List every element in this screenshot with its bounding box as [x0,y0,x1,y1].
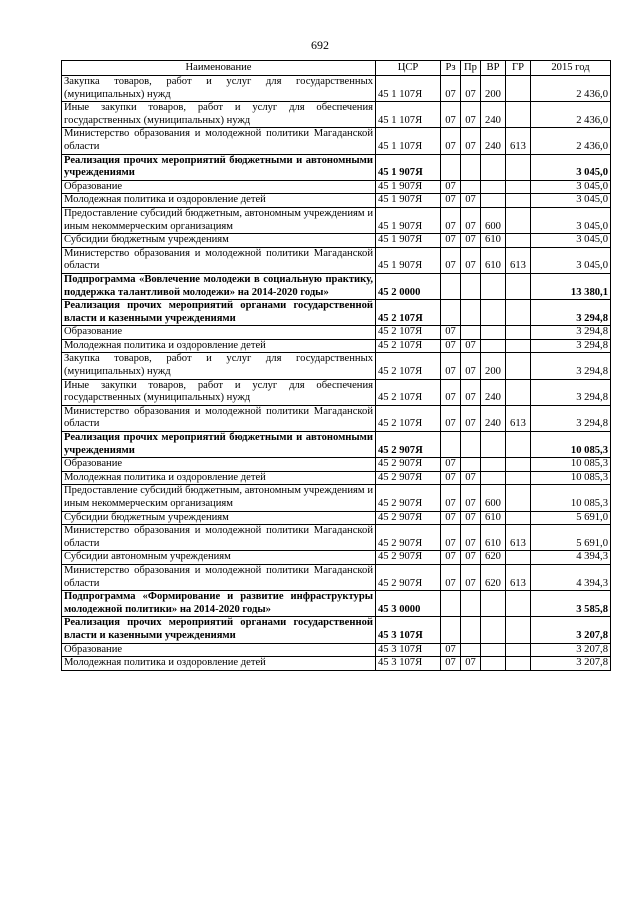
cell-rz [441,432,461,458]
cell-csr: 45 2 0000 [376,273,441,299]
cell-pr [461,643,481,657]
cell-csr: 45 1 907Я [376,154,441,180]
cell-pr [461,154,481,180]
cell-vr [481,339,506,353]
cell-rz: 07 [441,180,461,194]
table-row [62,643,611,657]
cell-vr: 610 [481,525,506,551]
cell-rz [441,300,461,326]
cell-amount: 3 294,8 [531,326,611,340]
cell-rz: 07 [441,102,461,128]
cell-vr: 240 [481,405,506,431]
cell-gr [506,471,531,485]
cell-pr [461,617,481,643]
cell-rz: 07 [441,247,461,273]
cell-vr: 620 [481,551,506,565]
table-row [62,591,611,617]
cell-rz [441,154,461,180]
cell-rz: 07 [441,405,461,431]
cell-vr: 600 [481,207,506,233]
table-row [62,180,611,194]
cell-amount: 2 436,0 [531,128,611,154]
cell-name: Подпрограмма «Вовлечение молодежи в социальную практику, поддержка талантливой молодежи» на 2014-2020 годы» [62,273,376,299]
cell-amount: 3 585,8 [531,591,611,617]
cell-amount: 10 085,3 [531,458,611,472]
cell-amount: 3 294,8 [531,300,611,326]
cell-csr: 45 2 907Я [376,564,441,590]
cell-gr [506,102,531,128]
cell-amount: 3 294,8 [531,379,611,405]
cell-vr: 240 [481,102,506,128]
cell-gr [506,194,531,208]
cell-name: Образование [62,180,376,194]
cell-name: Иные закупки товаров, работ и услуг для обеспечения государственных (муниципальных) нужд [62,102,376,128]
cell-csr: 45 2 907Я [376,485,441,511]
header-rz: Рз [441,61,461,76]
cell-pr: 07 [461,247,481,273]
cell-name: Иные закупки товаров, работ и услуг для обеспечения государственных (муниципальных) нужд [62,379,376,405]
table-row [62,300,611,326]
cell-pr: 07 [461,564,481,590]
cell-csr: 45 2 107Я [376,379,441,405]
cell-rz: 07 [441,511,461,525]
header-vr: ВР [481,61,506,76]
table-row [62,432,611,458]
cell-gr: 613 [506,564,531,590]
cell-gr [506,485,531,511]
cell-name: Реализация прочих мероприятий бюджетными и автономными учреждениями [62,432,376,458]
cell-pr: 07 [461,102,481,128]
cell-vr [481,326,506,340]
cell-rz: 07 [441,128,461,154]
cell-csr: 45 2 907Я [376,458,441,472]
table-row [62,194,611,208]
table-row [62,247,611,273]
cell-name: Молодежная политика и оздоровление детей [62,339,376,353]
table-row [62,458,611,472]
table-row [62,273,611,299]
cell-pr [461,591,481,617]
cell-amount: 3 045,0 [531,154,611,180]
cell-csr: 45 3 107Я [376,643,441,657]
table-header-row [62,61,611,76]
cell-name: Министерство образования и молодежной политики Магаданской области [62,247,376,273]
cell-csr: 45 1 907Я [376,247,441,273]
table-row [62,326,611,340]
cell-pr [461,273,481,299]
cell-csr: 45 3 0000 [376,591,441,617]
cell-gr [506,379,531,405]
cell-vr [481,180,506,194]
cell-pr: 07 [461,353,481,379]
cell-pr: 07 [461,657,481,671]
cell-pr [461,458,481,472]
cell-gr: 613 [506,525,531,551]
cell-amount: 10 085,3 [531,432,611,458]
cell-pr [461,180,481,194]
cell-csr: 45 2 107Я [376,300,441,326]
table-row [62,154,611,180]
cell-amount: 3 045,0 [531,194,611,208]
cell-csr: 45 1 107Я [376,128,441,154]
cell-csr: 45 2 907Я [376,471,441,485]
cell-gr [506,234,531,248]
cell-vr [481,591,506,617]
cell-pr [461,326,481,340]
cell-csr: 45 2 107Я [376,339,441,353]
cell-amount: 3 294,8 [531,353,611,379]
cell-rz: 07 [441,564,461,590]
cell-name: Закупка товаров, работ и услуг для государственных (муниципальных) нужд [62,76,376,102]
cell-name: Реализация прочих мероприятий органами государственной власти и казенными учреждениями [62,300,376,326]
table-row [62,525,611,551]
table-body [62,76,611,671]
cell-amount: 3 294,8 [531,339,611,353]
table-row [62,617,611,643]
cell-rz: 07 [441,194,461,208]
cell-amount: 13 380,1 [531,273,611,299]
table-row [62,128,611,154]
cell-rz: 07 [441,207,461,233]
cell-rz: 07 [441,643,461,657]
cell-name: Образование [62,326,376,340]
budget-table [61,60,611,671]
cell-gr [506,154,531,180]
table-row [62,234,611,248]
cell-name: Закупка товаров, работ и услуг для государственных (муниципальных) нужд [62,353,376,379]
cell-csr: 45 2 907Я [376,525,441,551]
cell-csr: 45 3 107Я [376,657,441,671]
cell-name: Подпрограмма «Формирование и развитие инфраструктуры молодежной политики» на 2014-2020 годы» [62,591,376,617]
cell-vr [481,458,506,472]
cell-vr: 240 [481,379,506,405]
cell-name: Министерство образования и молодежной политики Магаданской области [62,564,376,590]
cell-amount: 3 045,0 [531,234,611,248]
table-row [62,657,611,671]
cell-pr [461,300,481,326]
cell-rz: 07 [441,326,461,340]
cell-name: Министерство образования и молодежной политики Магаданской области [62,525,376,551]
cell-name: Субсидии автономным учреждениям [62,551,376,565]
cell-csr: 45 2 907Я [376,551,441,565]
cell-rz [441,591,461,617]
cell-rz: 07 [441,657,461,671]
cell-csr: 45 2 907Я [376,432,441,458]
cell-rz: 07 [441,458,461,472]
cell-csr: 45 1 907Я [376,194,441,208]
cell-rz: 07 [441,379,461,405]
cell-name: Молодежная политика и оздоровление детей [62,194,376,208]
cell-amount: 4 394,3 [531,564,611,590]
cell-gr [506,432,531,458]
header-gr: ГР [506,61,531,76]
cell-vr: 600 [481,485,506,511]
cell-gr [506,657,531,671]
cell-pr: 07 [461,511,481,525]
table-row [62,471,611,485]
cell-pr: 07 [461,485,481,511]
cell-rz: 07 [441,353,461,379]
cell-name: Предоставление субсидий бюджетным, автономным учреждениям и иным некоммерческим организациям [62,485,376,511]
cell-name: Реализация прочих мероприятий бюджетными и автономными учреждениями [62,154,376,180]
header-pr: Пр [461,61,481,76]
cell-csr: 45 2 107Я [376,326,441,340]
cell-csr: 45 3 107Я [376,617,441,643]
cell-gr [506,273,531,299]
table-row [62,511,611,525]
cell-pr: 07 [461,379,481,405]
cell-amount: 2 436,0 [531,102,611,128]
cell-gr [506,326,531,340]
cell-gr [506,551,531,565]
table-row [62,339,611,353]
cell-gr [506,458,531,472]
page-number: 692 [311,38,329,52]
cell-name: Молодежная политика и оздоровление детей [62,657,376,671]
cell-gr: 613 [506,405,531,431]
cell-pr: 07 [461,76,481,102]
cell-csr: 45 1 907Я [376,180,441,194]
cell-vr [481,657,506,671]
cell-gr: 613 [506,247,531,273]
cell-pr: 07 [461,194,481,208]
cell-rz: 07 [441,339,461,353]
cell-rz: 07 [441,234,461,248]
cell-vr [481,300,506,326]
cell-pr: 07 [461,405,481,431]
header-name: Наименование [62,61,376,76]
cell-name: Образование [62,643,376,657]
table-row [62,564,611,590]
cell-vr [481,471,506,485]
cell-rz: 07 [441,551,461,565]
table-row [62,485,611,511]
cell-csr: 45 1 907Я [376,207,441,233]
cell-vr: 200 [481,353,506,379]
cell-amount: 10 085,3 [531,485,611,511]
cell-name: Субсидии бюджетным учреждениям [62,511,376,525]
cell-vr: 610 [481,234,506,248]
header-csr: ЦСР [376,61,441,76]
cell-pr: 07 [461,471,481,485]
cell-pr: 07 [461,128,481,154]
cell-pr: 07 [461,525,481,551]
cell-amount: 5 691,0 [531,525,611,551]
cell-amount: 3 045,0 [531,247,611,273]
cell-rz: 07 [441,76,461,102]
cell-vr [481,643,506,657]
cell-pr: 07 [461,234,481,248]
cell-name: Реализация прочих мероприятий органами государственной власти и казенными учреждениями [62,617,376,643]
cell-gr [506,643,531,657]
cell-vr [481,617,506,643]
cell-amount: 3 207,8 [531,657,611,671]
cell-amount: 3 045,0 [531,207,611,233]
cell-name: Молодежная политика и оздоровление детей [62,471,376,485]
cell-vr [481,154,506,180]
cell-amount: 5 691,0 [531,511,611,525]
cell-amount: 10 085,3 [531,471,611,485]
cell-vr: 240 [481,128,506,154]
cell-vr: 620 [481,564,506,590]
cell-amount: 4 394,3 [531,551,611,565]
cell-amount: 3 207,8 [531,643,611,657]
cell-name: Министерство образования и молодежной политики Магаданской области [62,405,376,431]
cell-vr [481,273,506,299]
cell-csr: 45 1 107Я [376,76,441,102]
table-row [62,379,611,405]
cell-pr: 07 [461,207,481,233]
cell-gr [506,180,531,194]
cell-vr: 610 [481,247,506,273]
cell-rz: 07 [441,471,461,485]
cell-gr [506,617,531,643]
cell-amount: 3 294,8 [531,405,611,431]
cell-gr [506,339,531,353]
cell-name: Министерство образования и молодежной политики Магаданской области [62,128,376,154]
cell-csr: 45 2 107Я [376,353,441,379]
cell-vr [481,432,506,458]
cell-gr [506,76,531,102]
table-row [62,353,611,379]
cell-amount: 3 207,8 [531,617,611,643]
cell-vr [481,194,506,208]
cell-name: Предоставление субсидий бюджетным, автономным учреждениям и иным некоммерческим организациям [62,207,376,233]
cell-csr: 45 1 107Я [376,102,441,128]
cell-gr: 613 [506,128,531,154]
table-row [62,102,611,128]
cell-name: Образование [62,458,376,472]
cell-gr [506,353,531,379]
cell-gr [506,300,531,326]
cell-amount: 2 436,0 [531,76,611,102]
table-row [62,207,611,233]
header-year: 2015 год [531,61,611,76]
cell-pr: 07 [461,339,481,353]
cell-gr [506,207,531,233]
cell-rz [441,617,461,643]
cell-pr: 07 [461,551,481,565]
cell-rz [441,273,461,299]
cell-gr [506,591,531,617]
cell-csr: 45 2 907Я [376,511,441,525]
cell-amount: 3 045,0 [531,180,611,194]
cell-rz: 07 [441,485,461,511]
cell-csr: 45 1 907Я [376,234,441,248]
cell-rz: 07 [441,525,461,551]
table-row [62,551,611,565]
cell-name: Субсидии бюджетным учреждениям [62,234,376,248]
cell-vr: 610 [481,511,506,525]
cell-csr: 45 2 107Я [376,405,441,431]
cell-vr: 200 [481,76,506,102]
table-row [62,76,611,102]
cell-pr [461,432,481,458]
table-row [62,405,611,431]
cell-gr [506,511,531,525]
